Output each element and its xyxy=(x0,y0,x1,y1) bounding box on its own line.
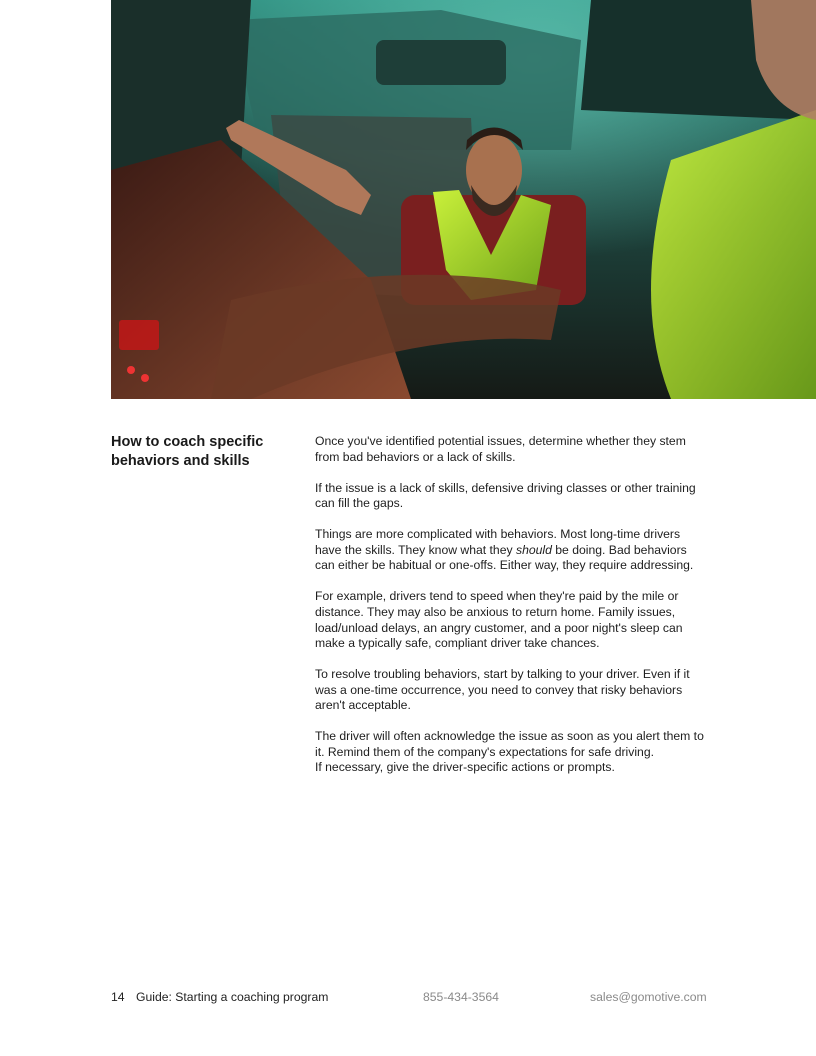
section-heading: How to coach specific behaviors and skills xyxy=(111,434,264,469)
guide-title: Guide: Starting a coaching program xyxy=(136,990,329,1004)
paragraph-6 xyxy=(315,729,707,776)
page-number: 14 xyxy=(111,990,125,1004)
page-footer xyxy=(0,988,816,1006)
paragraph-4: For example, drivers tend to speed when they're paid by the mile or distance. They may also be anxious to return home. Family issues, load/unload delays, an angry customer, and a poor night's sleep can make a typically safe, compliant driver take chances. xyxy=(315,589,683,651)
paragraph-6-line-1: The driver will often acknowledge the issue as soon as you alert them to it. Remind them of the company's expectations for safe driving. xyxy=(315,729,704,759)
hero-illustration xyxy=(111,0,816,399)
paragraph-3-end: be doing. Bad behaviors can either be habitual or one-offs. Either way, they require addressing. xyxy=(315,542,694,573)
overhead-console xyxy=(376,40,506,85)
paragraph-5: To resolve troubling behaviors, start by talking to your driver. Even if it was a one-time occurrence, you need to convey that risky behaviors aren't acceptable. xyxy=(315,667,690,713)
hero-photo-truck-cab xyxy=(111,0,816,399)
email-link[interactable]: sales@gomotive.com xyxy=(590,990,707,1004)
paragraph-3 xyxy=(315,527,707,574)
paragraph-1: Once you've identified potential issues, determine whether they stem from bad behaviors or a lack of skills. xyxy=(315,434,686,464)
dashboard-display xyxy=(119,320,159,350)
paragraph-2: If the issue is a lack of skills, defensive driving classes or other training can fill the gaps. xyxy=(315,480,696,511)
body-text xyxy=(315,434,707,791)
paragraph-3-emphasis: should xyxy=(515,542,552,557)
paragraph-3-start: Things are more complicated with behaviors. Most long-time drivers have the skills. They know what they xyxy=(315,527,681,557)
paragraph-6-line-2: If necessary, give the driver-specific actions or prompts. xyxy=(315,760,615,775)
phone-number[interactable]: 855-434-3564 xyxy=(423,990,499,1004)
